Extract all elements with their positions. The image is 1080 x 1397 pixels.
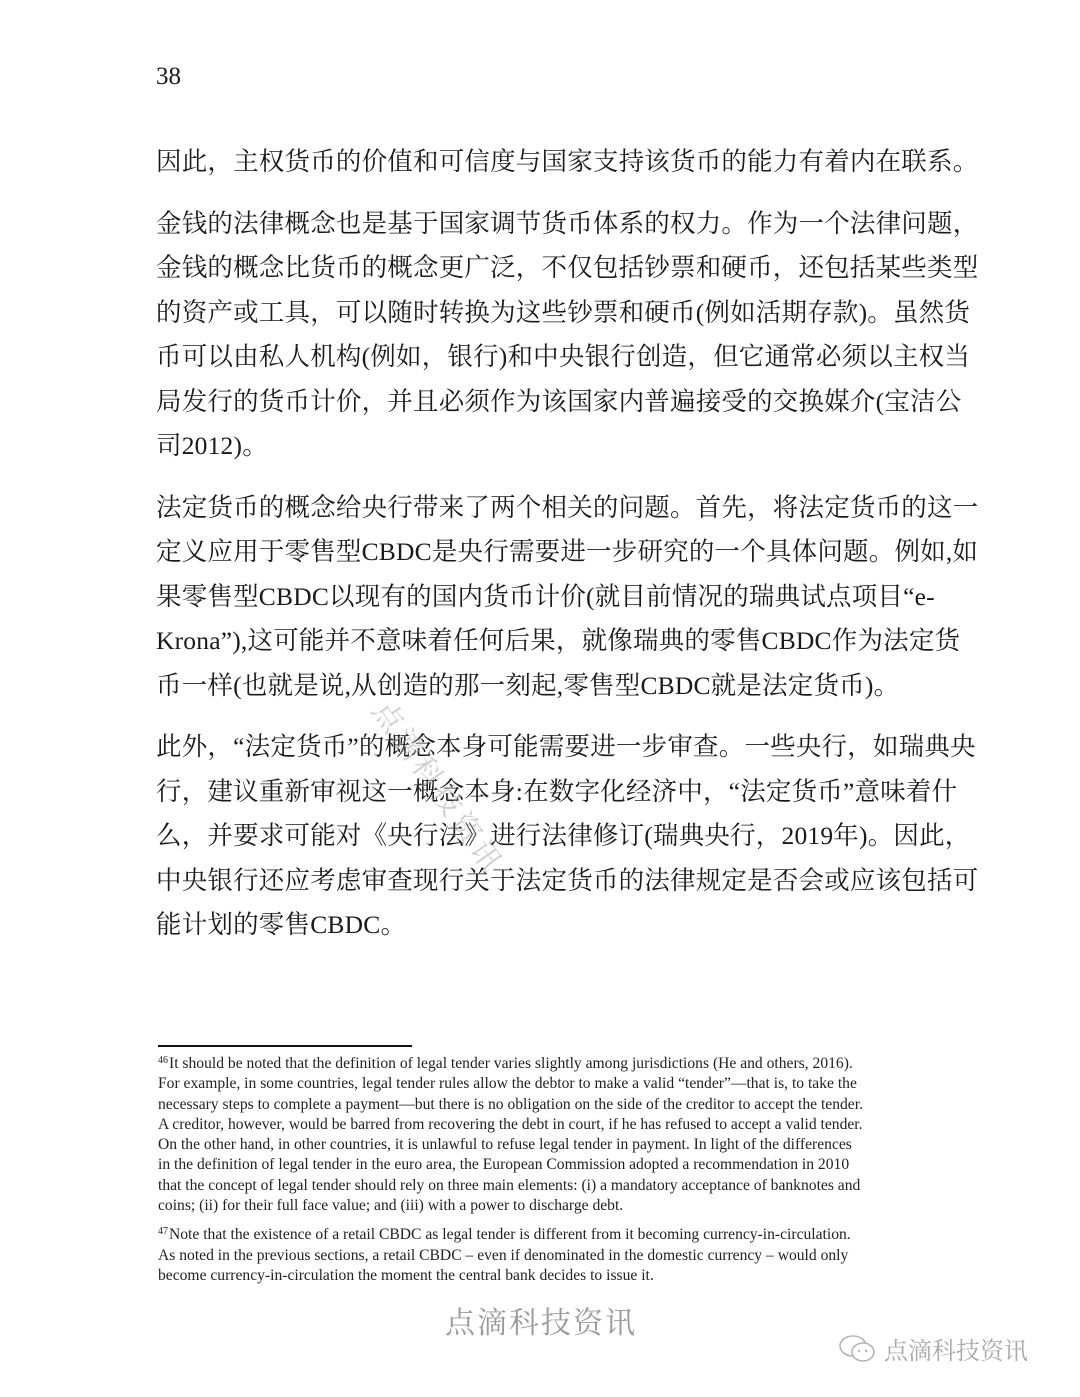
text-line: 定义应用于零售型CBDC是央行需要进一步研究的一个具体问题。例如,如 [156, 537, 979, 566]
text-line: coins; (ii) for their full face value; and (iii) with a power to discharge debt. [158, 1197, 624, 1215]
footnote-divider [158, 1045, 412, 1047]
text-line: For example, in some countries, legal tender rules allow the debtor to make a valid “tender”—that is, to take the [158, 1075, 857, 1093]
text-line: 中央银行还应考虑审查现行关于法定货币的法律规定是否会或应该包括可 [156, 865, 979, 895]
diagonal-watermark: 点滴科技资讯 [364, 694, 511, 882]
text-line: 法定货币的概念给央行带来了两个相关的问题。首先，将法定货币的这一 [156, 492, 979, 522]
text-line: 的资产或工具，可以随时转换为这些钞票和硬币(例如活期存款)。虽然货 [156, 297, 971, 327]
text-line: 因此，主权货币的价值和可信度与国家支持该货币的能力有着内在联系。 [156, 147, 979, 176]
wechat-icon [838, 1334, 878, 1364]
text-line: As noted in the previous sections, a retail CBDC – even if denominated in the domestic currency – would only [158, 1246, 849, 1264]
text-line: 局发行的货币计价，并且必须作为该国家内普遍接受的交换媒介(宝洁公 [156, 386, 962, 416]
text-line: 果零售型CBDC以现有的国内货币计价(就目前情况的瑞典试点项目“e- [156, 581, 935, 611]
footnotes [158, 1051, 958, 1292]
paragraph-4 [156, 725, 979, 948]
page-number: 38 [156, 63, 181, 90]
bottom-watermark: 点滴科技资讯 [445, 1306, 637, 1341]
footnote-46 [158, 1051, 958, 1216]
wechat-label: 点滴科技资讯 [884, 1337, 1028, 1365]
text-line: 币可以由私人机构(例如，银行)和中央银行创造，但它通常必须以主权当 [156, 342, 971, 371]
text-line: 币一样(也就是说,从创造的那一刻起,零售型CBDC就是法定货币)。 [156, 670, 900, 700]
text-line: become currency-in-circulation the moment the central bank decides to issue it. [158, 1266, 654, 1284]
paragraph-2 [156, 202, 979, 469]
body-text [156, 140, 979, 965]
footnote-number: 47 [158, 1226, 168, 1238]
text-line: On the other hand, in other countries, it is unlawful to refuse legal tender in payment. In light of the differences [158, 1136, 852, 1154]
footnote-number: 46 [158, 1055, 168, 1066]
text-line: Krona”),这可能并不意味着任何后果，就像瑞典的零售CBDC作为法定货 [156, 626, 961, 655]
text-line: Note that the existence of a retail CBDC as legal tender is different from it becoming currency-in-circulation. [169, 1226, 851, 1244]
text-line: 能计划的零售CBDC。 [156, 910, 407, 939]
text-line: that the concept of legal tender should rely on three main elements: (i) a mandatory acceptance of banknotes and [158, 1176, 861, 1194]
wechat-watermark [838, 1331, 1028, 1366]
text-line: 行，建议重新审视这一概念本身:在数字化经济中，“法定货币”意味着什 [156, 776, 958, 806]
text-line: in the definition of legal tender in the euro area, the European Commission adopted a recommendation in 2010 [158, 1156, 850, 1174]
text-line: A creditor, however, would be barred from recovering the debt in court, if he has refused to accept a valid tender. [158, 1115, 863, 1133]
text-line: 金钱的概念比货币的概念更广泛，不仅包括钞票和硬币，还包括某些类型 [156, 253, 979, 282]
text-line: It should be noted that the definition of legal tender varies slightly among jurisdictions (He and others, 2016). [169, 1055, 853, 1072]
text-line: 此外，“法定货币”的概念本身可能需要进一步审查。一些央行，如瑞典央 [156, 732, 976, 761]
paragraph-3 [156, 486, 979, 709]
paragraph-1 [156, 140, 979, 185]
text-line: 司2012)。 [156, 431, 268, 460]
text-line: 金钱的法律概念也是基于国家调节货币体系的权力。作为一个法律问题， [156, 208, 979, 238]
footnote-47 [158, 1222, 958, 1286]
text-line: necessary steps to complete a payment—but there is no obligation on the side of the creditor to accept the tender. [158, 1095, 863, 1113]
text-line: 么，并要求可能对《央行法》进行法律修订(瑞典央行，2019年)。因此， [156, 821, 971, 850]
